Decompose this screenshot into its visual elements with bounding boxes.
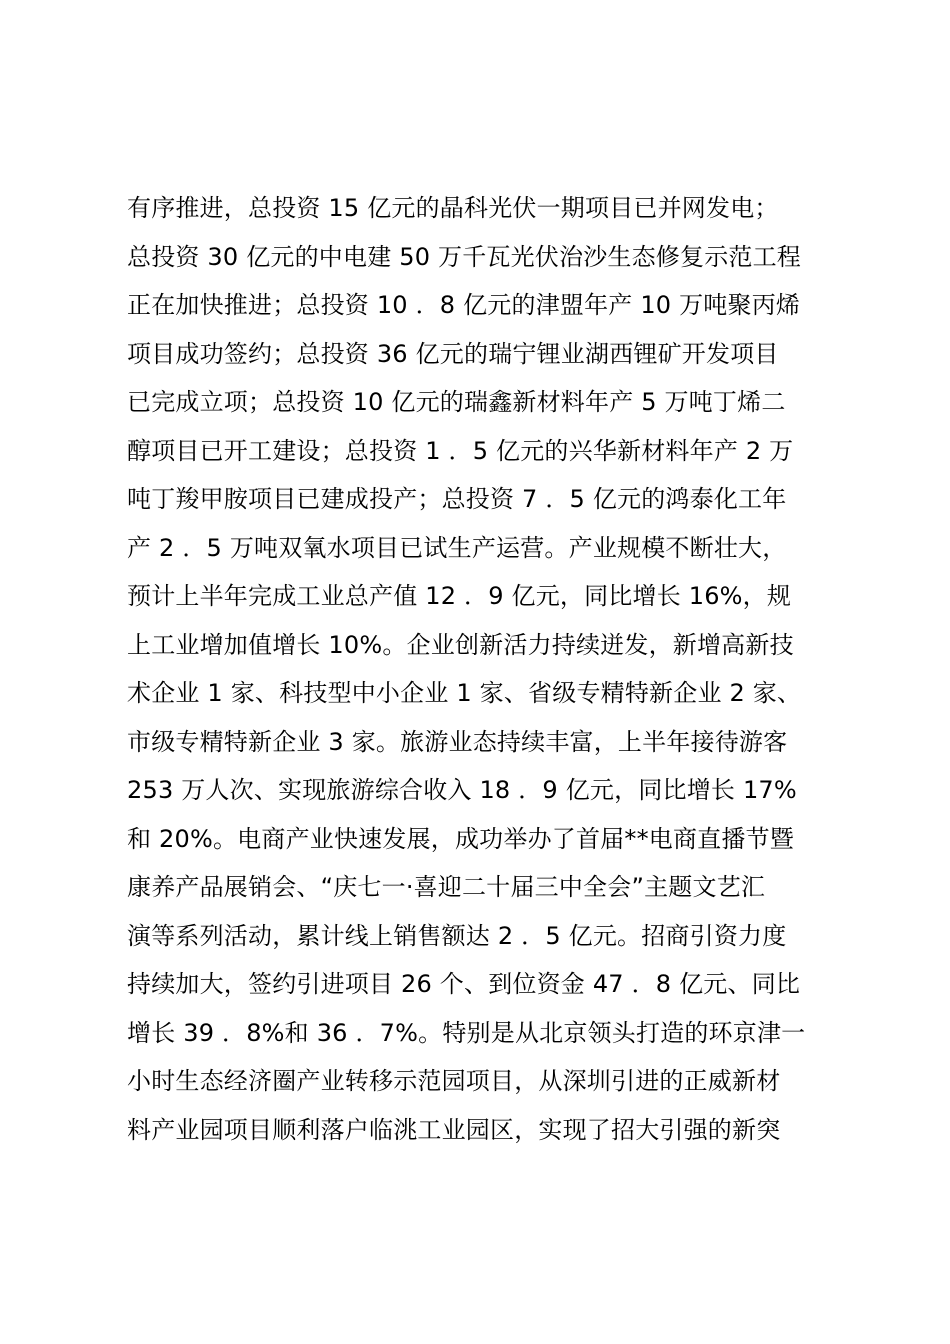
text-line: 小时生态经济圈产业转移示范园项目，从深圳引进的正威新材 xyxy=(127,1067,781,1095)
text-line: 产 2 ．5 万吨双氧水项目已试生产运营。产业规模不断壮大， xyxy=(127,533,787,562)
text-line: 术企业 1 家、科技型中小企业 1 家、省级专精特新企业 2 家、 xyxy=(127,679,802,707)
text-line: 正在加快推进；总投资 10 ．8 亿元的津盟年产 10 万吨聚丙烯 xyxy=(127,291,801,319)
text-line: 市级专精特新企业 3 家。旅游业态持续丰富，上半年接待游客 xyxy=(127,727,788,756)
text-line: 和 20%。电商产业快速发展，成功举办了首届**电商直播节暨 xyxy=(127,824,794,853)
body-paragraph xyxy=(127,184,847,1154)
text-line: 演等系列活动，累计线上销售额达 2 ．5 亿元。招商引资力度 xyxy=(127,921,787,950)
text-line: 吨丁羧甲胺项目已建成投产；总投资 7 ．5 亿元的鸿泰化工年 xyxy=(127,485,787,513)
text-line: 料产业园项目顺利落户临洮工业园区，实现了招大引强的新突 xyxy=(127,1115,781,1144)
text-line: 上工业增加值增长 10%。企业创新活力持续迸发，新增高新技 xyxy=(127,630,794,659)
text-line: 醇项目已开工建设；总投资 1 ．5 亿元的兴华新材料年产 2 万 xyxy=(127,436,794,465)
text-line: 预计上半年完成工业总产值 12 ．9 亿元，同比增长 16%，规 xyxy=(127,582,792,610)
text-line: 有序推进，总投资 15 亿元的晶科光伏一期项目已并网发电； xyxy=(127,194,779,222)
text-line: 已完成立项；总投资 10 亿元的瑞鑫新材料年产 5 万吨丁烯二 xyxy=(127,388,786,416)
text-line: 持续加大，签约引进项目 26 个、到位资金 47 ．8 亿元、同比 xyxy=(127,970,801,998)
text-line: 253 万人次、实现旅游综合收入 18 ．9 亿元，同比增长 17% xyxy=(127,776,797,804)
text-line: 增长 39 ．8%和 36 ．7%。特别是从北京领头打造的环京津一 xyxy=(127,1018,806,1047)
text-line: 项目成功签约；总投资 36 亿元的瑞宁锂业湖西锂矿开发项目 xyxy=(127,339,779,368)
text-line: 康养产品展销会、“庆七一·喜迎二十届三中全会”主题文艺汇 xyxy=(127,873,766,901)
text-line: 总投资 30 亿元的中电建 50 万千瓦光伏治沙生态修复示范工程 xyxy=(127,242,801,271)
